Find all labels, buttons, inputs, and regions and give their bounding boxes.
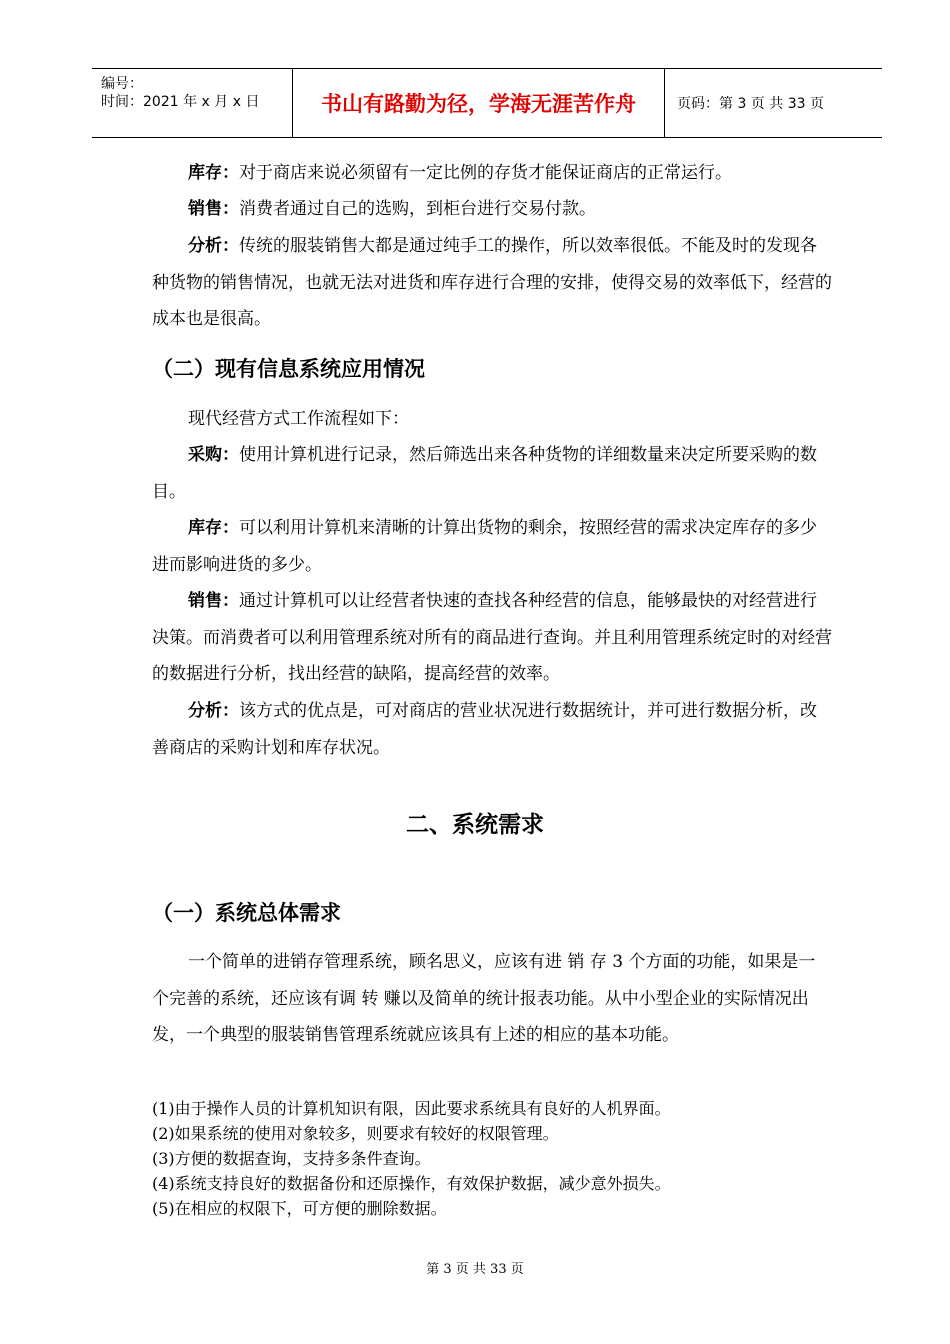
label-analysis-2: 分析： <box>188 701 239 721</box>
paragraph-purchase <box>152 437 832 510</box>
paragraph-workflow-intro <box>152 401 832 438</box>
text-purchase: 使用计算机进行记录，然后筛选出来各种货物的详细数量来决定所要采购的数目。 <box>152 445 817 502</box>
list-item: (4)系统支持良好的数据备份和还原操作，有效保护数据，减少意外损失。 <box>152 1174 671 1193</box>
paragraph-analysis-2 <box>152 693 832 766</box>
label-analysis: 分析： <box>188 236 239 256</box>
paragraph-analysis <box>152 228 832 338</box>
text-workflow-intro: 现代经营方式工作流程如下： <box>188 409 409 429</box>
list-item: (3)方便的数据查询，支持多条件查询。 <box>152 1149 431 1168</box>
paragraph-sales-2 <box>152 583 832 693</box>
list-item: (1)由于操作人员的计算机知识有限，因此要求系统具有良好的人机界面。 <box>152 1099 671 1118</box>
header-motto: 书山有路勤为径，学海无涯苦作舟 <box>293 69 665 137</box>
section-heading-overall-requirements: （一）系统总体需求 <box>152 901 341 925</box>
text-sales: 消费者通过自己的选购，到柜台进行交易付款。 <box>239 199 596 219</box>
label-purchase: 采购： <box>188 445 239 465</box>
label-inventory-2: 库存： <box>188 518 239 538</box>
list-item: (5)在相应的权限下，可方便的删除数据。 <box>152 1199 447 1218</box>
document-number-label: 编号： <box>101 76 143 92</box>
text-requirements-intro: 一个简单的进销存管理系统，顾名思义，应该有进 销 存 3 个方面的功能，如果是一个完善的系统，还应该有调 转 赚以及简单的统计报表功能。从中小型企业的实际情况出发，一个典型的服装销售管理系统就应该具有上述的相应的基本功能。 <box>152 952 816 1045</box>
list-item: (2)如果系统的使用对象较多，则要求有较好的权限管理。 <box>152 1124 559 1143</box>
header-meta <box>92 69 293 137</box>
paragraph-inventory-2 <box>152 510 832 583</box>
section-heading-current-system: （二）现有信息系统应用情况 <box>152 357 425 381</box>
paragraph-sales <box>152 191 832 228</box>
requirements-list <box>152 1096 832 1221</box>
chapter-title: 二、系统需求 <box>406 812 544 838</box>
text-inventory-2: 可以利用计算机来清晰的计算出货物的剩余，按照经营的需求决定库存的多少进而影响进货的多少。 <box>152 518 817 575</box>
text-inventory: 对于商店来说必须留有一定比例的存货才能保证商店的正常运行。 <box>239 163 732 183</box>
label-sales-2: 销售： <box>188 591 239 611</box>
document-time: 时间：2021 年 x 月 x 日 <box>101 94 260 110</box>
label-sales: 销售： <box>188 199 239 219</box>
text-analysis-2: 该方式的优点是，可对商店的营业状况进行数据统计，并可进行数据分析，改善商店的采购计划和库存状况。 <box>152 701 817 758</box>
page-header <box>92 68 882 138</box>
header-page-info: 页码：第 3 页 共 33 页 <box>677 96 824 112</box>
page-footer: 第 3 页 共 33 页 <box>426 1262 524 1277</box>
paragraph-inventory <box>152 155 832 192</box>
paragraph-requirements-intro <box>152 944 832 1054</box>
label-inventory: 库存： <box>188 163 239 183</box>
text-analysis: 传统的服装销售大都是通过纯手工的操作，所以效率很低。不能及时的发现各种货物的销售情况，也就无法对进货和库存进行合理的安排，使得交易的效率低下，经营的成本也是很高。 <box>152 236 832 329</box>
text-sales-2: 通过计算机可以让经营者快速的查找各种经营的信息，能够最快的对经营进行决策。而消费者可以利用管理系统对所有的商品进行查询。并且利用管理系统定时的对经营的数据进行分析，找出经营的缺陷，提高经营的效率。 <box>152 591 832 684</box>
